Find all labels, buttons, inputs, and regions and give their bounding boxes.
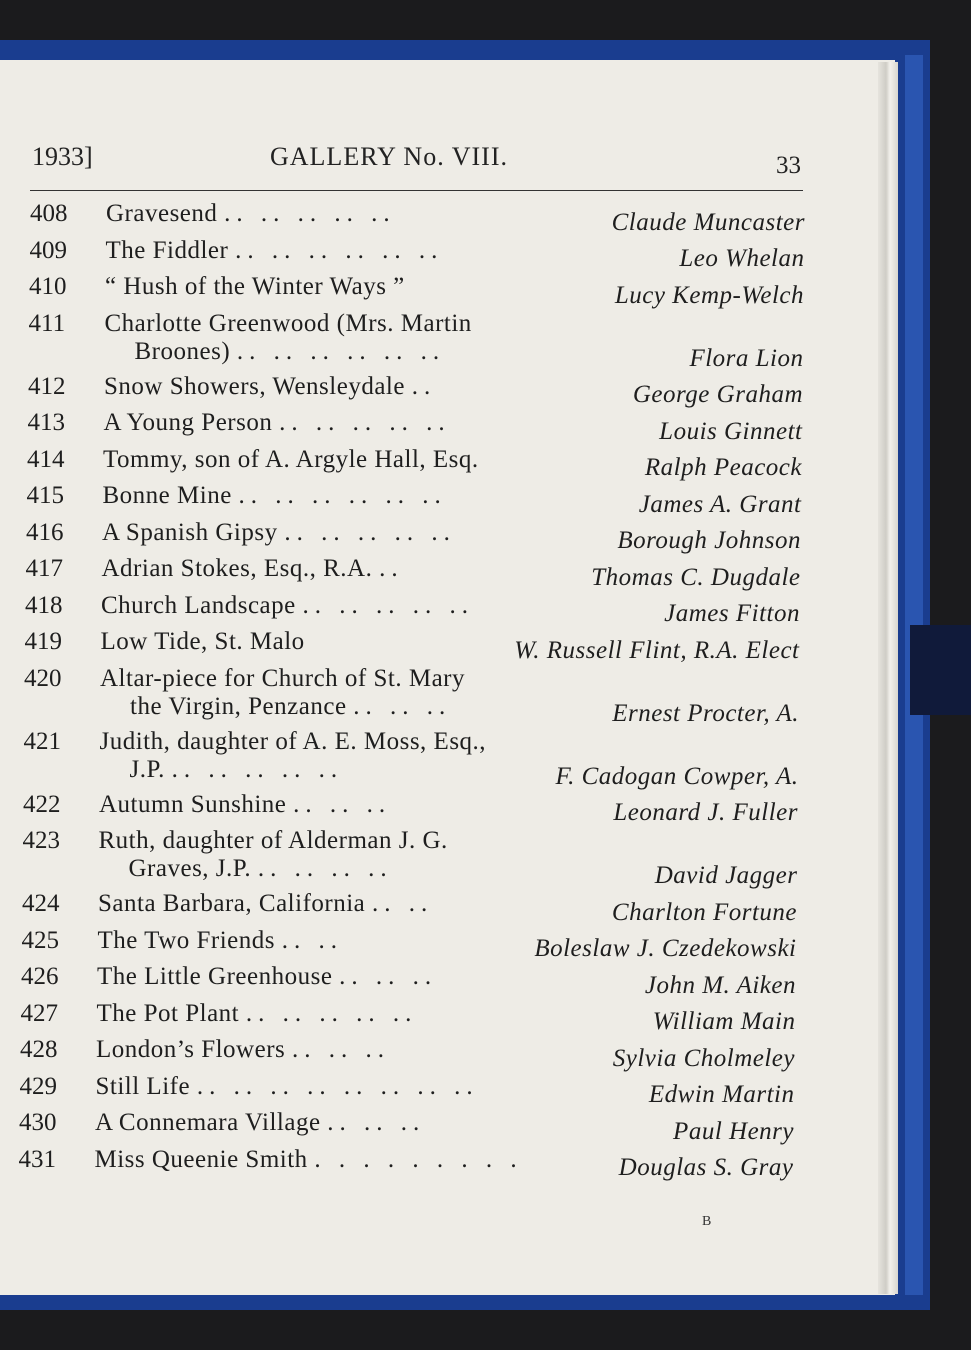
catalogue-entry: [24, 728, 799, 791]
page-header: [30, 140, 803, 191]
catalogue-entry: [25, 628, 800, 665]
entry-number: 426: [21, 963, 59, 990]
catalogue-entry: [22, 890, 797, 927]
entry-title: A Connemara Village: [95, 1109, 321, 1136]
catalogue-entry: [23, 791, 798, 828]
catalogue-entries: [0, 200, 895, 1182]
catalogue-entry: [26, 519, 801, 556]
entry-number: 427: [20, 999, 58, 1027]
catalogue-entry: [29, 273, 804, 310]
entry-number: 421: [23, 727, 61, 755]
entry-number: 424: [22, 890, 60, 917]
entry-title: The Little Greenhouse: [97, 963, 333, 990]
catalogue-entry: [30, 237, 805, 274]
leader-dots: . . . . . . . . .: [314, 1145, 523, 1173]
leader-dots: .. .. .. .. ..: [284, 518, 456, 546]
artist-name: James Fitton: [664, 600, 800, 627]
catalogue-entry: [19, 1146, 794, 1183]
entry-title: Judith, daughter of A. E. Moss, Esq.,: [99, 727, 487, 755]
entry-number: 415: [26, 482, 64, 509]
entry-number: 412: [28, 372, 66, 400]
artist-name: Louis Ginnett: [659, 417, 803, 445]
entry-title-continued: the Virgin, Penzance: [130, 692, 347, 720]
leader-dots: .. ..: [372, 890, 434, 917]
catalogue-entry: [22, 927, 797, 964]
leader-dots: .. .. ..: [339, 963, 438, 990]
catalogue-entry: [21, 963, 796, 1000]
leader-dots: .. .. .. .. .. .. .. ..: [196, 1072, 479, 1100]
artist-name: Douglas S. Gray: [618, 1154, 794, 1181]
entry-number: 431: [18, 1145, 56, 1173]
catalogue-entry: [30, 200, 805, 237]
entry-number: 417: [25, 555, 63, 582]
entry-title: Adrian Stokes, Esq., R.A.: [101, 555, 373, 582]
entry-title: London’s Flowers: [96, 1036, 286, 1063]
leader-dots: .. .. .. .. ..: [279, 409, 451, 436]
entry-title: Church Landscape: [101, 591, 296, 619]
entry-number: 414: [27, 445, 65, 473]
catalogue-entry: [20, 1073, 795, 1110]
artist-name: Borough Johnson: [617, 527, 801, 554]
entry-number: 430: [19, 1109, 57, 1136]
entry-title: “ Hush of the Winter Ways ”: [105, 273, 405, 300]
artist-name: W. Russell Flint, R.A. Elect: [514, 636, 800, 664]
catalogue-entry: [20, 1036, 795, 1073]
leader-dots: ..: [411, 372, 437, 400]
artist-name: Edwin Martin: [648, 1081, 795, 1108]
entry-number: 409: [29, 236, 67, 264]
artist-name: Claude Muncaster: [611, 208, 805, 236]
entry-title-continued: J.P.: [129, 755, 165, 783]
entry-title: Autumn Sunshine: [99, 790, 287, 818]
entry-number: 422: [23, 790, 61, 818]
entry-title: Ruth, daughter of Alderman J. G.: [98, 827, 448, 854]
entry-number: 429: [19, 1072, 57, 1100]
entry-number: 423: [22, 827, 60, 854]
header-title: GALLERY No. VIII.: [270, 142, 508, 171]
header-year: 1933]: [32, 142, 93, 171]
leader-dots: .. .. .. .. .. ..: [236, 337, 446, 365]
leader-dots: .. .. ..: [293, 790, 392, 818]
entry-title: Gravesend: [106, 200, 218, 227]
artist-name: Flora Lion: [689, 344, 804, 372]
artist-name: George Graham: [632, 381, 803, 408]
entry-title: Still Life: [95, 1072, 191, 1100]
entry-number: 416: [26, 518, 64, 546]
page-number: 33: [776, 152, 801, 179]
entry-number: 418: [25, 591, 63, 619]
signature-mark: B: [702, 1214, 712, 1229]
entry-title: Altar-piece for Church of St. Mary: [100, 664, 465, 692]
entry-title-continued: Graves, J.P.: [128, 855, 252, 882]
artist-name: Ralph Peacock: [644, 454, 802, 481]
catalogue-entry: [24, 665, 799, 728]
entry-number: 408: [30, 200, 68, 227]
entry-title-continued: Broones): [134, 337, 231, 365]
entry-number: 411: [28, 309, 66, 337]
leader-dots: .. .. .. ..: [257, 855, 393, 882]
artist-name: Ernest Procter, A.: [612, 699, 799, 727]
entry-title: Charlotte Greenwood (Mrs. Martin: [104, 309, 472, 337]
catalogue-entry: [26, 555, 801, 592]
entry-title: Santa Barbara, California: [98, 890, 366, 917]
entry-title: Snow Showers, Wensleydale: [104, 372, 405, 400]
artist-name: Boleslaw J. Czedekowski: [534, 935, 797, 962]
entry-number: 425: [21, 926, 59, 954]
leader-dots: .. .. .. .. .. ..: [238, 482, 447, 509]
entry-title: Miss Queenie Smith: [94, 1145, 308, 1173]
catalogue-entry: [28, 409, 803, 446]
catalogue-entry: [27, 446, 802, 483]
entry-title: Low Tide, St. Malo: [100, 628, 305, 655]
entry-title: The Two Friends: [97, 926, 275, 954]
bookmark-ribbon: [910, 625, 971, 715]
catalogue-entry: [28, 373, 803, 410]
artist-name: William Main: [652, 1008, 796, 1035]
leader-dots: .. .. ..: [353, 692, 452, 720]
entry-number: 410: [29, 273, 67, 300]
leader-dots: .. .. ..: [292, 1036, 390, 1063]
entry-number: 419: [24, 628, 62, 655]
entry-title: A Young Person: [103, 409, 273, 436]
artist-name: James A. Grant: [638, 490, 802, 518]
catalogue-entry: [19, 1109, 794, 1146]
catalogue-entry: [29, 310, 804, 373]
catalogue-entry: [25, 592, 800, 629]
artist-name: F. Cadogan Cowper, A.: [555, 762, 799, 790]
entry-title: A Spanish Gipsy: [102, 518, 278, 546]
artist-name: John M. Aiken: [644, 971, 796, 999]
artist-name: Leo Whelan: [679, 245, 805, 272]
entry-title: The Fiddler: [105, 236, 229, 264]
artist-name: Thomas C. Dugdale: [591, 563, 801, 591]
entry-number: 420: [24, 664, 62, 692]
catalogue-entry: [21, 1000, 796, 1037]
artist-name: Paul Henry: [673, 1117, 794, 1145]
entry-number: 428: [20, 1036, 58, 1063]
entry-title: Tommy, son of A. Argyle Hall, Esq.: [103, 445, 479, 473]
leader-dots: .. .. .. .. ..: [245, 999, 418, 1027]
catalogue-entry: [23, 827, 798, 890]
artist-name: Charlton Fortune: [611, 898, 797, 926]
entry-title: Bonne Mine: [102, 482, 232, 509]
leader-dots: ..: [379, 555, 404, 582]
leader-dots: .. .. .. .. .. ..: [235, 236, 444, 264]
artist-name: Leonard J. Fuller: [613, 799, 798, 826]
entry-title: The Pot Plant: [96, 999, 240, 1027]
leader-dots: .. .. .. .. ..: [224, 200, 396, 227]
artist-name: Sylvia Cholmeley: [612, 1044, 795, 1072]
leader-dots: .. .. .. .. ..: [171, 755, 344, 783]
leader-dots: .. .. .. .. ..: [302, 591, 474, 619]
entry-number: 413: [27, 409, 65, 436]
leader-dots: .. .. ..: [327, 1109, 426, 1136]
artist-name: Lucy Kemp-Welch: [614, 281, 804, 309]
artist-name: David Jagger: [654, 862, 798, 889]
catalogue-entry: [27, 482, 802, 519]
leader-dots: .. ..: [281, 926, 343, 954]
